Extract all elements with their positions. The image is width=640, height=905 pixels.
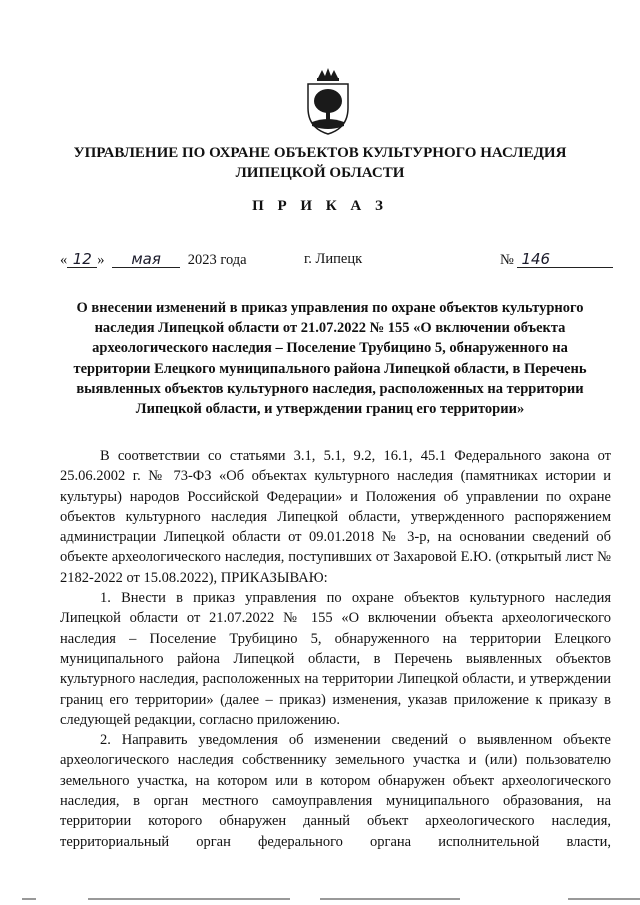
title-line: археологического наследия – Поселение Трубицино 5, обнаруженного на — [92, 340, 568, 357]
coat-of-arms-icon — [300, 66, 356, 136]
title-line: Липецкой области, и утверждении границ его территории» — [135, 401, 525, 418]
org-line-2: ЛИПЕЦКОЙ ОБЛАСТИ — [235, 165, 405, 181]
date-month: мая — [112, 251, 180, 268]
number-value: 146 — [517, 251, 613, 268]
number-label: № — [500, 252, 514, 268]
document-type: П Р И К А З — [252, 198, 388, 214]
document-date — [60, 251, 247, 269]
title-line: территории Елецкого муниципального района Липецкой области, в Перечень — [73, 360, 587, 377]
title-line: О внесении изменений в приказ управления по охране объектов культурного — [76, 300, 584, 316]
title-line: наследия Липецкой области от 21.07.2022 № 155 «О включении объекта — [94, 320, 566, 337]
document-number — [500, 251, 613, 269]
date-quote-close: » — [97, 252, 105, 268]
title-line: выявленных объектов культурного наследия, расположенных на территории — [76, 380, 584, 397]
body-paragraph-item-2: 2. Направить уведомления об изменении сведений о выявленном объекте археологического наследия собственнику земельного участка и (или) пользователю земельного участка, на котором или в котором обнаружен объект археологического наследия, в орган местного самоуправления муниципального образования, на территории которого обнаружен данный объект археологического наследия, территориальный орган федерального органа исполнительной власти, — [60, 732, 611, 850]
document-city: г. Липецк — [304, 251, 363, 267]
date-day: 12 — [67, 251, 97, 268]
body-paragraph-item-1: 1. Внести в приказ управления по охране объектов культурного наследия Липецкой области от 21.07.2022 № 155 «О включении объекта археологического наследия – Поселение Трубицино 5, обнаруженного на территории Елецкого муниципального района Липецкой области, в Перечень выявленных объектов культурного наследия, расположенных на территории Липецкой области, и утверждении границ его территории» (далее – приказ) изменения, указав приложение к приказу в следующей редакции, согласно приложению. — [60, 590, 611, 728]
order-body — [60, 446, 611, 852]
organization-name — [40, 143, 600, 183]
org-line-1: УПРАВЛЕНИЕ ПО ОХРАНЕ ОБЪЕКТОВ КУЛЬТУРНОГО НАСЛЕДИЯ — [73, 145, 567, 161]
order-title — [60, 298, 600, 419]
body-paragraph-preamble: В соответствии со статьями 3.1, 5.1, 9.2, 16.1, 45.1 Федерального закона от 25.06.2002 г. № 73-ФЗ «Об объектах культурного наследия (памятниках истории и культуры) народов Российской Федерации» и Положения об управлении по охране объектов культурного наследия Липецкой области, утвержденного распоряжением администрации Липецкой области от 09.01.2018 № 3-р, на основании сведений об объекте археологического наследия, поступивших от Захаровой Е.Ю. (открытый лист № 2182-2022 от 15.08.2022), ПРИКАЗЫВАЮ: — [60, 448, 611, 586]
date-quote-open: « — [60, 252, 68, 268]
date-year: 2023 года — [187, 252, 247, 268]
footer-divider — [0, 896, 640, 902]
